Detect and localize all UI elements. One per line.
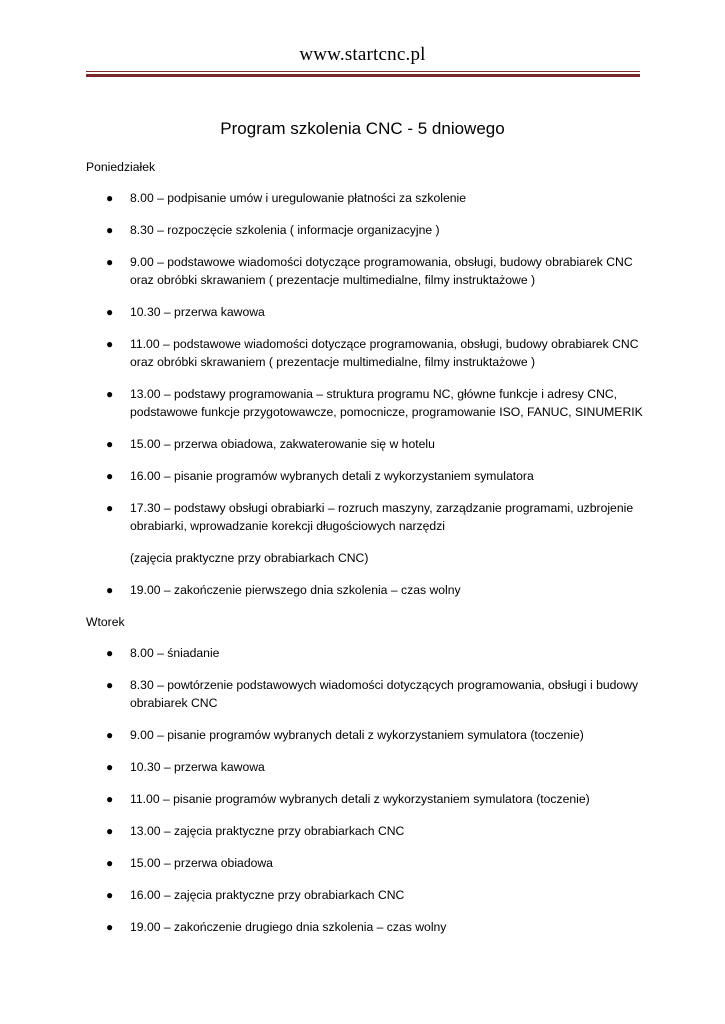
schedule-item-text: 9.00 – pisanie programów wybranych detali z wykorzystaniem symulatora (toczenie) (130, 728, 584, 742)
day-heading: Poniedziałek (86, 160, 156, 174)
bullet-icon: ● (106, 501, 114, 515)
bullet-icon: ● (106, 728, 114, 742)
schedule-item-text: 11.00 – pisanie programów wybranych detali z wykorzystaniem symulatora (toczenie) (130, 792, 590, 806)
bullet-icon: ● (106, 337, 114, 351)
document-title: Program szkolenia CNC - 5 dniowego (220, 119, 505, 138)
schedule-item (86, 581, 646, 599)
bullet-icon: ● (106, 469, 114, 483)
bullet-icon: ● (106, 437, 114, 451)
schedule-item-text: 13.00 – zajęcia praktyczne przy obrabiarkach CNC (130, 824, 405, 838)
schedule-item (86, 886, 646, 904)
schedule-item (86, 221, 646, 239)
bullet-icon: ● (106, 678, 114, 692)
schedule-item-text: 8.30 – powtórzenie podstawowych wiadomości dotyczących programowania, obsługi i budowy obrabiarek CNC (130, 678, 639, 710)
header-rule-thin (86, 71, 640, 72)
schedule-note: (zajęcia praktyczne przy obrabiarkach CNC) (130, 551, 369, 565)
bullet-icon: ● (106, 191, 114, 205)
bullet-icon: ● (106, 792, 114, 806)
schedule-item (86, 189, 646, 207)
schedule-list-final (86, 581, 646, 599)
document-body (86, 158, 646, 950)
schedule-list (86, 644, 646, 936)
schedule-item (86, 854, 646, 872)
bullet-icon: ● (106, 646, 114, 660)
schedule-item-text: 19.00 – zakończenie pierwszego dnia szkolenia – czas wolny (130, 583, 461, 597)
schedule-item-text: 16.00 – zajęcia praktyczne przy obrabiarkach CNC (130, 888, 405, 902)
schedule-item (86, 499, 646, 535)
schedule-item (86, 467, 646, 485)
bullet-icon: ● (106, 387, 114, 401)
schedule-item (86, 385, 646, 421)
bullet-icon: ● (106, 583, 114, 597)
schedule-item-text: 15.00 – przerwa obiadowa (130, 856, 273, 870)
schedule-item-text: 8.30 – rozpoczęcie szkolenia ( informacje organizacyjne ) (130, 223, 440, 237)
schedule-item-text: 17.30 – podstawy obsługi obrabiarki – rozruch maszyny, zarządzanie programami, uzbrojenie obrabiarki, wprowadzanie korekcji długościowych narzędzi (130, 501, 634, 533)
bullet-icon: ● (106, 888, 114, 902)
page-header (0, 0, 725, 80)
schedule-item-text: 16.00 – pisanie programów wybranych detali z wykorzystaniem symulatora (130, 469, 534, 483)
bullet-icon: ● (106, 305, 114, 319)
schedule-list (86, 189, 646, 535)
schedule-item (86, 644, 646, 662)
bullet-icon: ● (106, 760, 114, 774)
schedule-item (86, 822, 646, 840)
schedule-item-text: 8.00 – śniadanie (130, 646, 220, 660)
schedule-item (86, 758, 646, 776)
day-section-tuesday (86, 613, 646, 936)
bullet-icon: ● (106, 856, 114, 870)
schedule-item (86, 676, 646, 712)
day-heading: Wtorek (86, 615, 125, 629)
header-rule-thick (86, 74, 640, 77)
schedule-item-text: 9.00 – podstawowe wiadomości dotyczące programowania, obsługi, budowy obrabiarek CNC oraz obróbki skrawaniem ( prezentacje multimedialne, filmy instruktażowe ) (130, 255, 633, 287)
schedule-item-text: 10.30 – przerwa kawowa (130, 760, 265, 774)
site-url: www.startcnc.pl (299, 44, 426, 65)
schedule-item-text: 11.00 – podstawowe wiadomości dotyczące programowania, obsługi, budowy obrabiarek CNC oraz obróbki skrawaniem ( prezentacje multimedialne, filmy instruktażowe ) (130, 337, 639, 369)
schedule-item (86, 726, 646, 744)
schedule-item (86, 790, 646, 808)
bullet-icon: ● (106, 824, 114, 838)
schedule-item-text: 15.00 – przerwa obiadowa, zakwaterowanie się w hotelu (130, 437, 435, 451)
bullet-icon: ● (106, 920, 114, 934)
day-section-monday (86, 158, 646, 599)
schedule-item-text: 10.30 – przerwa kawowa (130, 305, 265, 319)
schedule-item (86, 335, 646, 371)
schedule-item-text: 13.00 – podstawy programowania – struktura programu NC, główne funkcje i adresy CNC, podstawowe funkcje przygotowawcze, pomocnicze, programowanie ISO, FANUC, SINUMERIK (130, 387, 643, 419)
schedule-item (86, 303, 646, 321)
schedule-item-text: 19.00 – zakończenie drugiego dnia szkolenia – czas wolny (130, 920, 447, 934)
schedule-item (86, 435, 646, 453)
schedule-item (86, 918, 646, 936)
schedule-item (86, 253, 646, 289)
schedule-item-text: 8.00 – podpisanie umów i uregulowanie płatności za szkolenie (130, 191, 467, 205)
bullet-icon: ● (106, 223, 114, 237)
bullet-icon: ● (106, 255, 114, 269)
